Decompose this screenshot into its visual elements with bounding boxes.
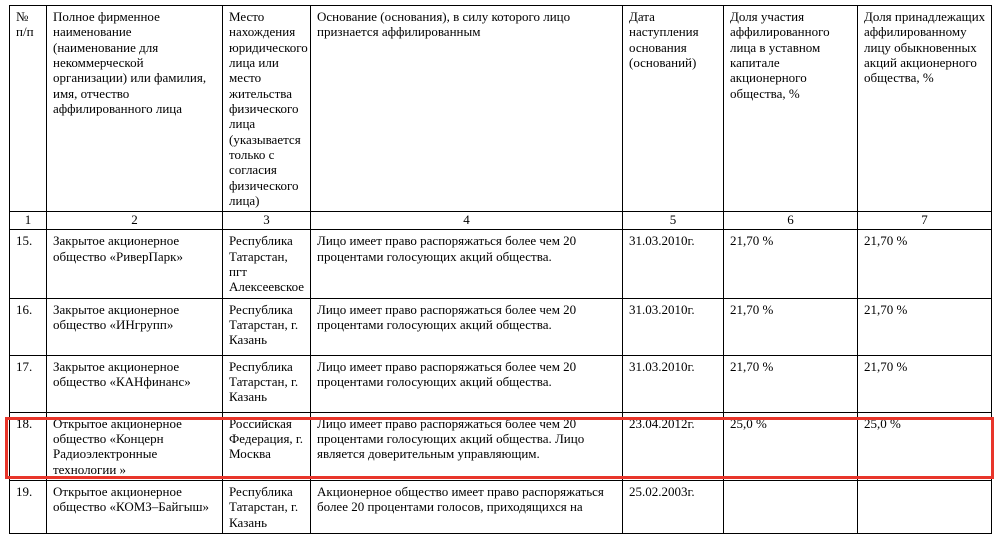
table-header <box>10 6 992 230</box>
row-share-ordinary: 21,70 % <box>858 355 992 412</box>
column-number-row <box>10 212 992 230</box>
row-date: 31.03.2010г. <box>623 230 724 298</box>
row-index: 18. <box>10 412 47 480</box>
column-number-6: 6 <box>724 212 858 230</box>
header-cell-name: Полное фирменное наименование (наименование для некоммерческой организации) или фамилия, имя, отчество аффилированного лица <box>47 6 223 212</box>
row-reason: Лицо имеет право распоряжаться более чем 20 процентами голосующих акций общества. <box>311 230 623 298</box>
row-share-capital: 25,0 % <box>724 412 858 480</box>
row-reason: Лицо имеет право распоряжаться более чем 20 процентами голосующих акций общества. <box>311 355 623 412</box>
header-cell-index: № п/п <box>10 6 47 212</box>
row-place: Республика Татарстан, г. Казань <box>223 298 311 355</box>
column-number-7: 7 <box>858 212 992 230</box>
column-number-1: 1 <box>10 212 47 230</box>
header-cell-share-ordinary: Доля принадлежащих аффилированному лицу обыкновенных акций акционерного общества, % <box>858 6 992 212</box>
header-cell-place: Место нахождения юридического лица или место жительства физического лица (указывается только с согласия физического лица) <box>223 6 311 212</box>
column-number-5: 5 <box>623 212 724 230</box>
row-date: 31.03.2010г. <box>623 355 724 412</box>
affiliated-persons-table <box>9 5 992 534</box>
row-share-capital: 21,70 % <box>724 355 858 412</box>
column-number-3: 3 <box>223 212 311 230</box>
row-reason: Лицо имеет право распоряжаться более чем 20 процентами голосующих акций общества. <box>311 298 623 355</box>
row-date: 31.03.2010г. <box>623 298 724 355</box>
row-date: 23.04.2012г. <box>623 412 724 480</box>
row-index: 15. <box>10 230 47 298</box>
row-reason: Лицо имеет право распоряжаться более чем 20 процентами голосующих акций общества. Лицо является доверительным управляющим. <box>311 412 623 480</box>
header-cell-reason: Основание (основания), в силу которого лицо признается аффилированным <box>311 6 623 212</box>
row-share-ordinary: 21,70 % <box>858 298 992 355</box>
row-name: Закрытое акционерное общество «РиверПарк» <box>47 230 223 298</box>
row-index: 19. <box>10 480 47 533</box>
row-reason: Акционерное общество имеет право распоряжаться более 20 процентами голосов, приходящихся на <box>311 480 623 533</box>
row-date: 25.02.2003г. <box>623 480 724 533</box>
document-page <box>0 5 1000 534</box>
row-index: 16. <box>10 298 47 355</box>
row-share-ordinary: 25,0 % <box>858 412 992 480</box>
row-share-capital: 21,70 % <box>724 230 858 298</box>
table-body <box>10 230 992 534</box>
table-row <box>10 298 992 355</box>
row-share-capital <box>724 480 858 533</box>
row-place: Республика Татарстан, пгт Алексеевское <box>223 230 311 298</box>
row-name: Закрытое акционерное общество «ИНгрупп» <box>47 298 223 355</box>
table-row <box>10 480 992 533</box>
column-number-4: 4 <box>311 212 623 230</box>
table-row <box>10 230 992 298</box>
row-index: 17. <box>10 355 47 412</box>
row-share-ordinary: 21,70 % <box>858 230 992 298</box>
row-place: Российская Федерация, г. Москва <box>223 412 311 480</box>
table-row <box>10 355 992 412</box>
row-name: Закрытое акционерное общество «КАНфинанс» <box>47 355 223 412</box>
table-row-highlighted <box>10 412 992 480</box>
row-name: Открытое акционерное общество «КОМЗ–Байгыш» <box>47 480 223 533</box>
row-place: Республика Татарстан, г. Казань <box>223 480 311 533</box>
header-cell-date: Дата наступления основания (оснований) <box>623 6 724 212</box>
table-header-row <box>10 6 992 212</box>
row-name: Открытое акционерное общество «Концерн Радиоэлектронные технологии » <box>47 412 223 480</box>
header-cell-share-capital: Доля участия аффилированного лица в уставном капитале акционерного общества, % <box>724 6 858 212</box>
row-place: Республика Татарстан, г. Казань <box>223 355 311 412</box>
row-share-ordinary <box>858 480 992 533</box>
column-number-2: 2 <box>47 212 223 230</box>
row-share-capital: 21,70 % <box>724 298 858 355</box>
